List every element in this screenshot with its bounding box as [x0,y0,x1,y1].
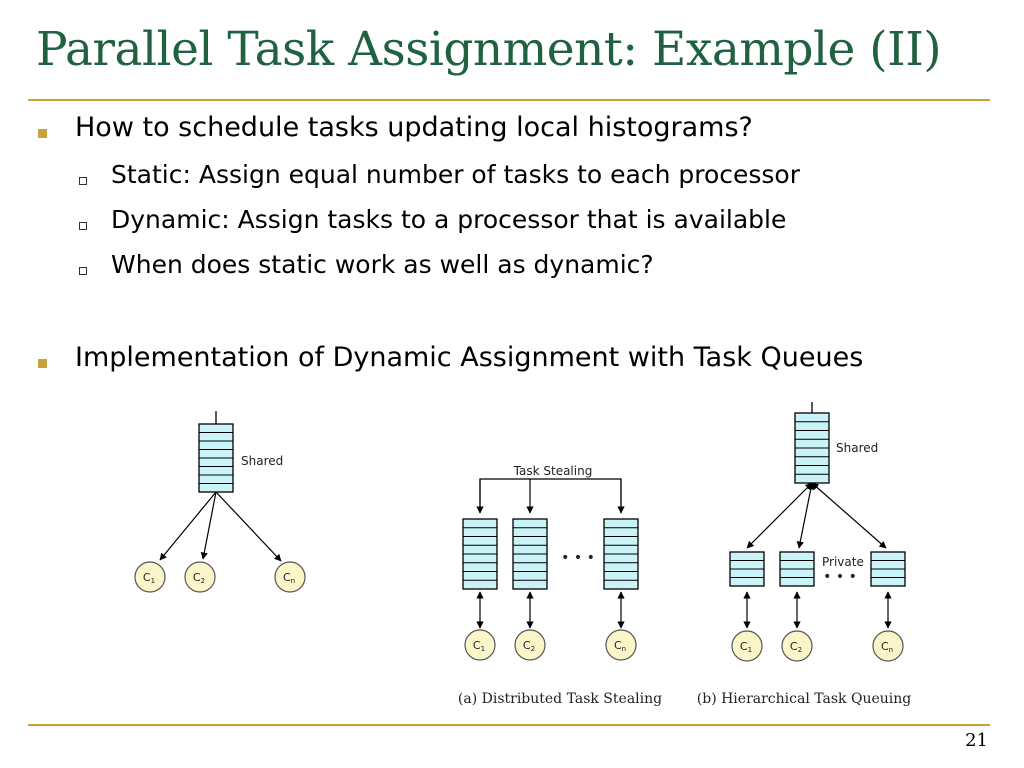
bullet-text: How to schedule tasks updating local histograms? [75,112,753,143]
processor-node [732,631,762,661]
dispatch-arrow [203,492,216,559]
processor-node [515,630,545,660]
hierarchy-arrow [799,483,812,548]
hierarchy-arrow [812,483,886,548]
ellipsis: • • • [823,569,857,585]
shared-queue-label: Shared [241,454,284,468]
processor-label: Cn [613,639,627,653]
processor-node [873,631,903,661]
page-number: 21 [965,730,988,751]
processor-node [465,630,495,660]
processor-subscript: n [621,645,627,653]
local-queue [604,519,638,589]
processor-label: Cn [880,640,894,654]
local-queue [513,519,547,589]
sub-bullet-text: Static: Assign equal number of tasks to each processor [111,160,801,189]
shared-queue [795,413,829,483]
processor-subscript: 1 [150,577,156,585]
processor-subscript: 1 [747,646,753,654]
processor-label: C1 [142,571,156,585]
processor-node [185,562,215,592]
bullet-text: Implementation of Dynamic Assignment with Task Queues [75,342,864,373]
processor-subscript: n [888,646,894,654]
processor-node [135,562,165,592]
processor-label: C1 [472,639,486,653]
sub-bullet-text: Dynamic: Assign tasks to a processor that is available [111,205,787,234]
processor-subscript: 2 [530,645,536,653]
private-queue [730,552,764,586]
shared-queue [199,424,233,492]
shared-queue-label: Shared [836,441,879,455]
processor-subscript: 1 [480,645,486,653]
dispatch-arrow [160,492,216,560]
processor-label: C2 [789,640,803,654]
footer-divider [28,724,990,726]
dispatch-arrow [216,492,281,561]
processor-label: C1 [739,640,753,654]
local-queue [463,519,497,589]
processor-subscript: n [290,577,296,585]
private-queue-label: Private [822,555,864,569]
processor-node [782,631,812,661]
ellipsis: • • • [561,550,595,566]
processor-label: Cn [282,571,296,585]
processor-node [606,630,636,660]
processor-node [275,562,305,592]
processor-label: C2 [522,639,536,653]
private-queue [780,552,814,586]
task-stealing-label: Task Stealing [513,464,593,478]
sub-bullet-text: When does static work as well as dynamic? [111,250,654,279]
private-queue [871,552,905,586]
processor-subscript: 2 [200,577,206,585]
processor-label: C2 [192,571,206,585]
task-stealing-bus [480,479,621,513]
processor-subscript: 2 [797,646,803,654]
caption-distributed-task-stealing: (a) Distributed Task Stealing [457,691,663,707]
slide-title: Parallel Task Assignment: Example (II) [36,22,942,77]
caption-hierarchical-task-queuing: (b) Hierarchical Task Queuing [696,691,912,707]
hierarchy-arrow [747,483,812,548]
